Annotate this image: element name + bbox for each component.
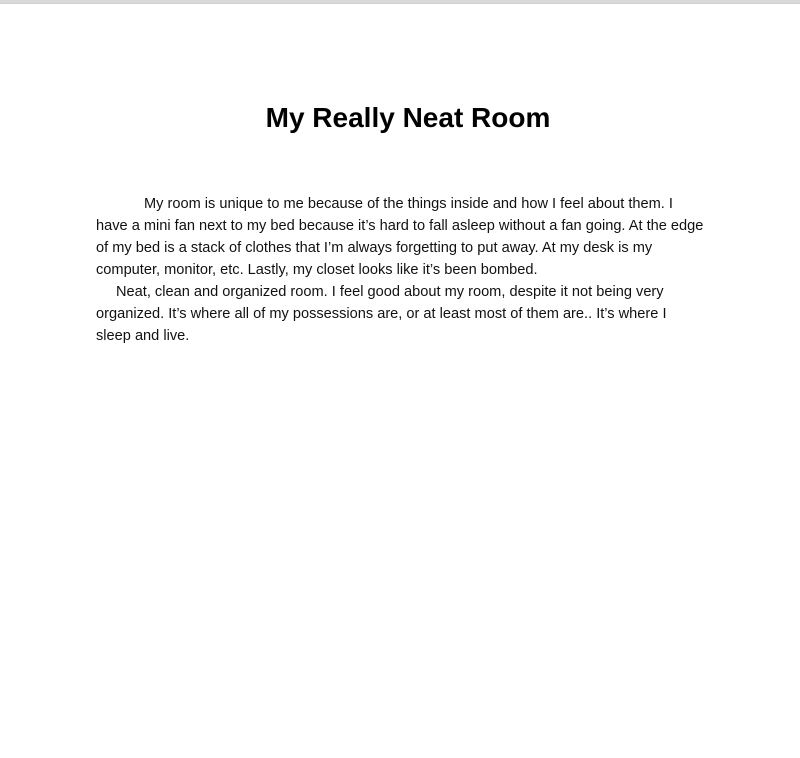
- window-top-border: [0, 0, 800, 4]
- document-page: [0, 5, 800, 758]
- document-title: My Really Neat Room: [265, 102, 551, 133]
- document-body: [96, 193, 704, 347]
- paragraph-2: Neat, clean and organized room. I feel good about my room, despite it not being very organized. It’s where all of my possessions are, or at least most of them are.. It’s where I sleep and live.: [96, 284, 667, 344]
- paragraph-1: My room is unique to me because of the things inside and how I feel about them. I have a mini fan next to my bed because it’s hard to fall asleep without a fan going. At the edge of my bed is a stack of clothes that I’m always forgetting to put away. At my desk is my computer, monitor, etc. Lastly, my closet looks like it’s been bombed.: [96, 196, 704, 278]
